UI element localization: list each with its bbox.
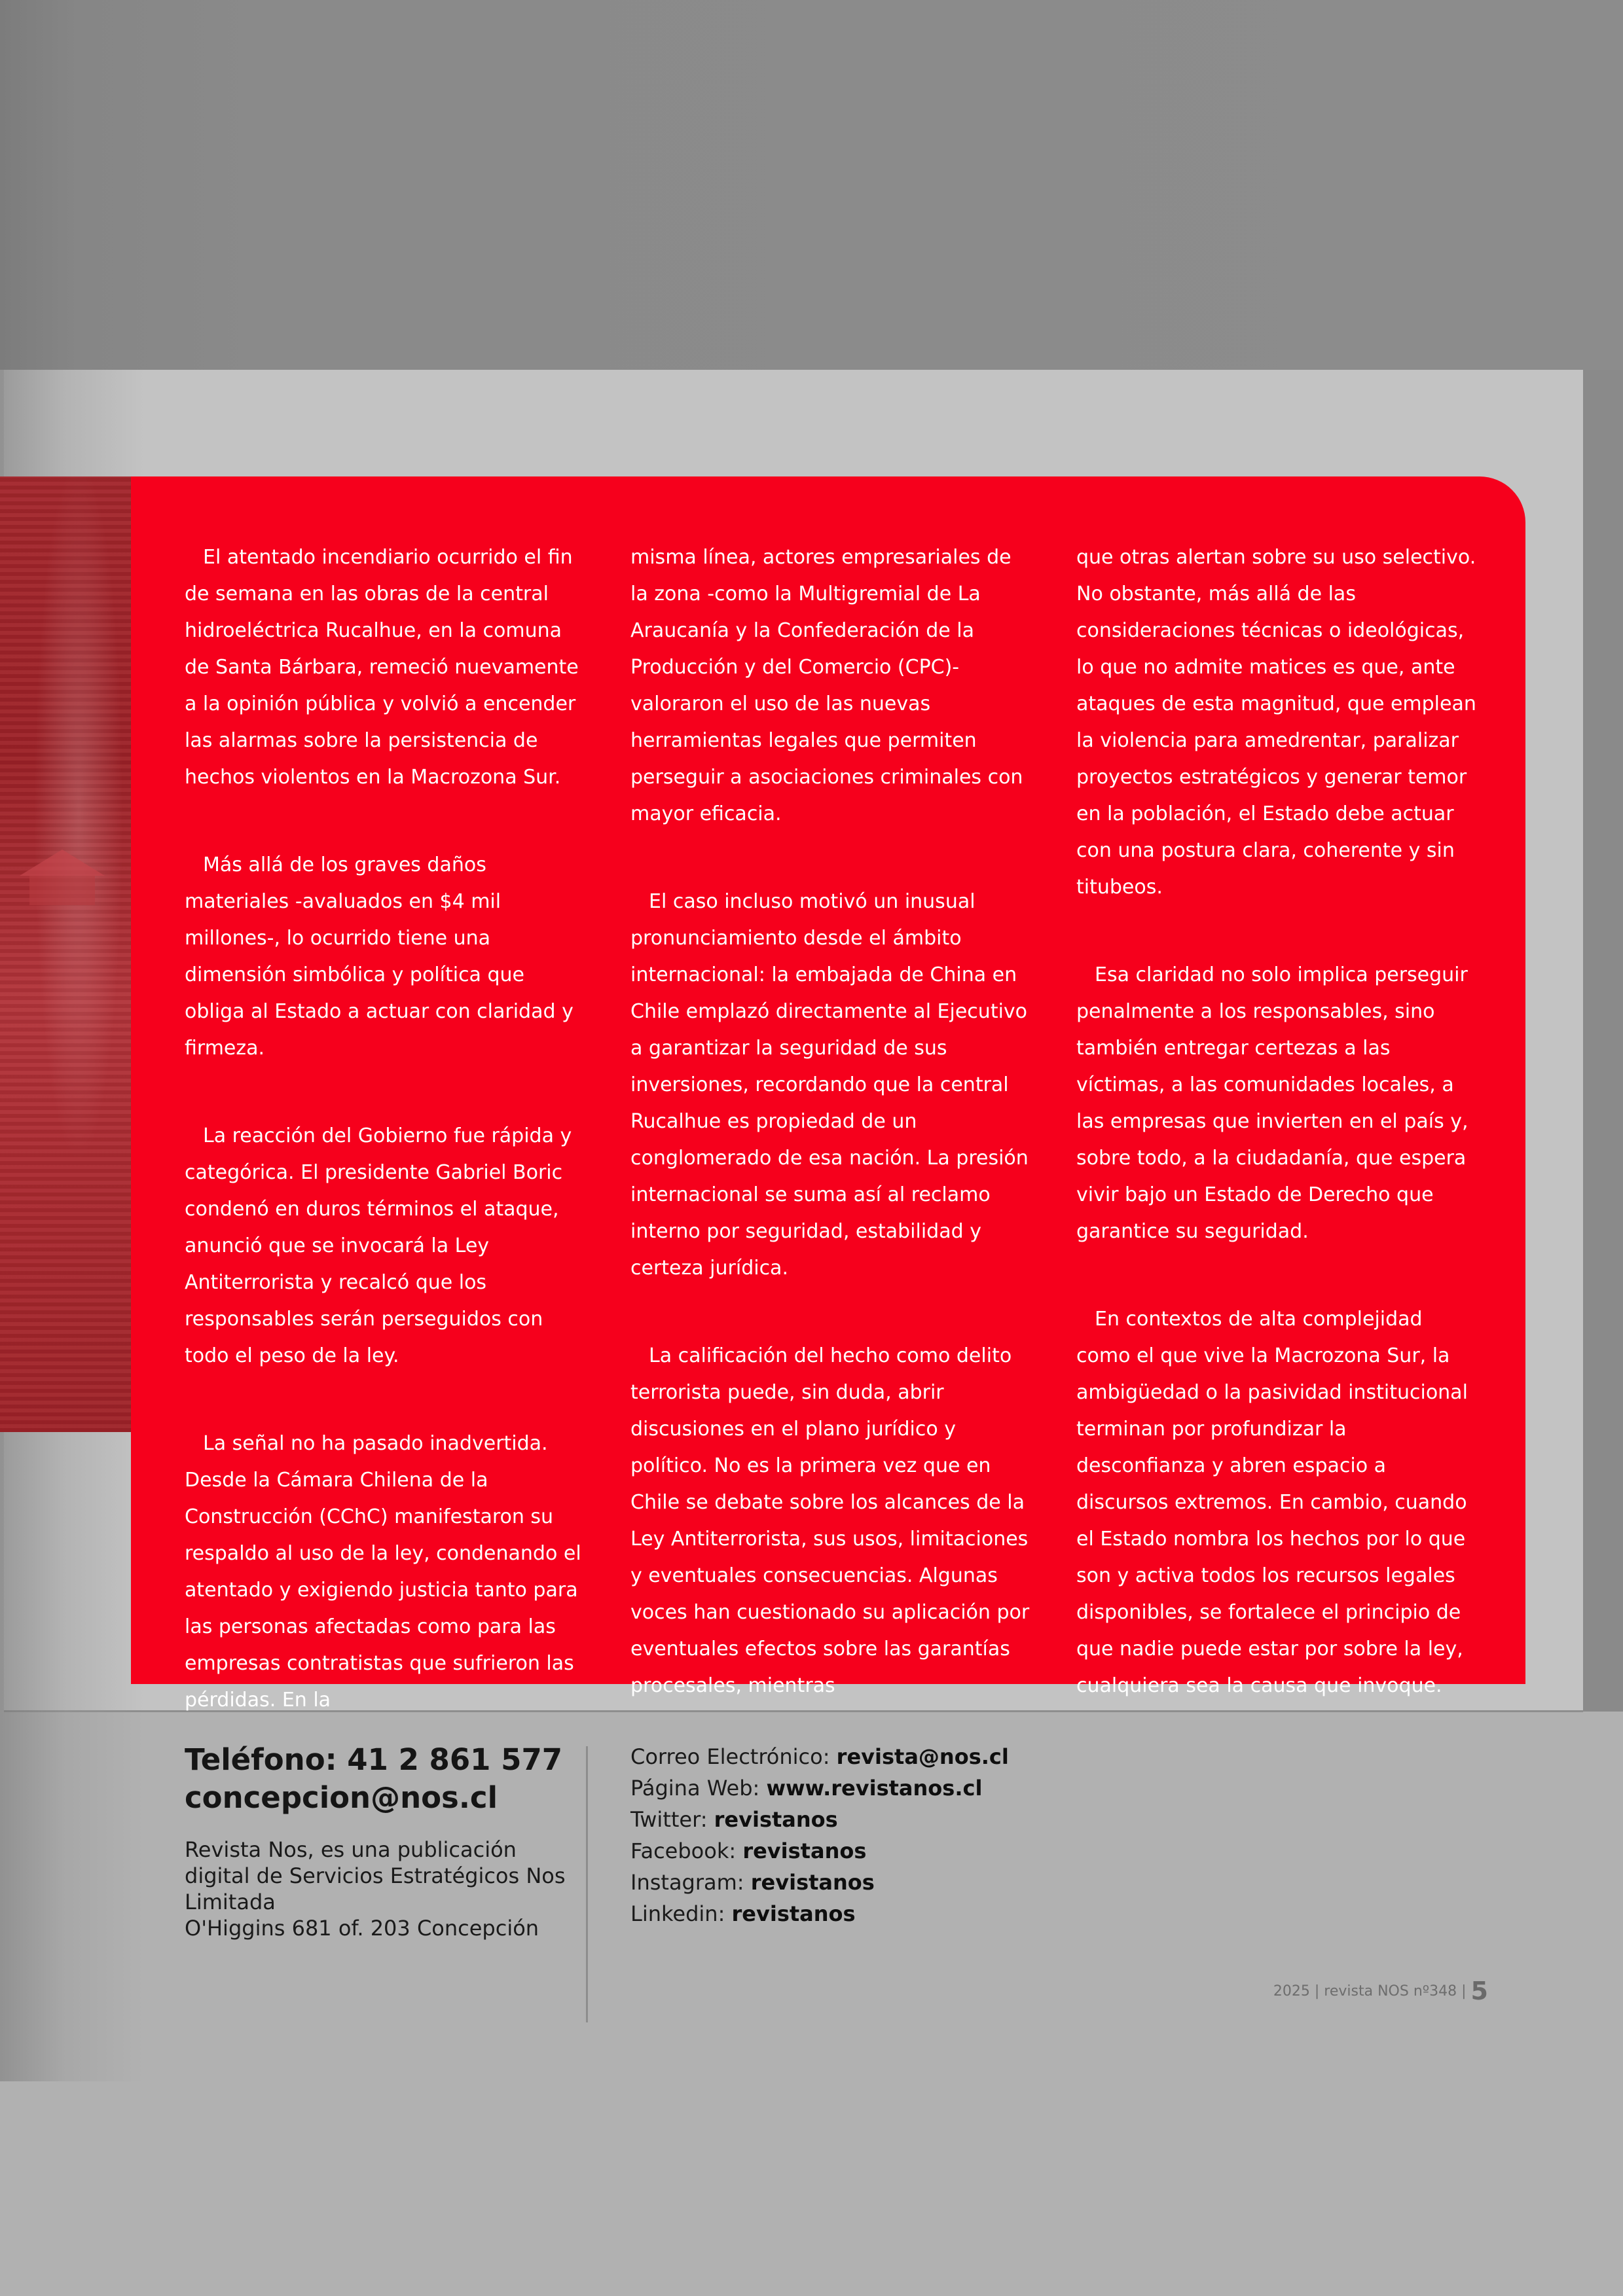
email-link-row: Correo Electrónico: revista@nos.cl <box>630 1744 1009 1769</box>
article-column-2 <box>630 539 1033 1755</box>
right-edge-strip <box>1583 370 1623 1712</box>
contact-links <box>630 1741 1009 1929</box>
publication-address: O'Higgins 681 of. 203 Concepción <box>185 1916 539 1941</box>
email-link[interactable]: revista@nos.cl <box>836 1744 1009 1769</box>
paragraph: que otras alertan sobre su uso selectivo. No obstante, más allá de las consideraciones técnicas o ideológicas, lo que no admite matices es que, ante ataques de esta magnitud, que emplean la violencia para amedrentar, paralizar proyectos estratégicos y generar temor en la población, el Estado debe actuar con una postura clara, coherente y sin titubeos. <box>1076 546 1476 899</box>
publication-description: Revista Nos, es una publicación digital de Servicios Estratégicos Nos Limitada <box>185 1837 566 1914</box>
article-panel <box>131 476 1525 1712</box>
background-photo-strip <box>0 476 131 1432</box>
paragraph: La calificación del hecho como delito terrorista puede, sin duda, abrir discusiones en el plano jurídico y político. No es la primera vez que en Chile se debate sobre los alcances de la Ley Antiterrorista, sus usos, limitaciones y eventuales consecuencias. Algunas voces han cuestionado su aplicación por eventuales efectos sobre las garantías procesales, mientras <box>630 1344 1030 1697</box>
paragraph: Más allá de los graves daños materiales -avaluados en $4 mil millones-, lo ocurrido tiene una dimensión simbólica y política que obliga al Estado a actuar con claridad y firmeza. <box>185 853 574 1060</box>
contact-email[interactable]: concepcion@nos.cl <box>185 1780 498 1815</box>
page-footer <box>1273 1977 1488 2005</box>
linkedin-link-row: Linkedin: revistanos <box>630 1901 856 1926</box>
twitter-link-row: Twitter: revistanos <box>630 1807 838 1832</box>
contact-block <box>185 1741 562 1817</box>
paragraph: misma línea, actores empresariales de la zona -como la Multigremial de La Araucanía y la Confederación de la Producción y del Comercio (CPC)- valoraron el uso de las nuevas herramientas legales que permiten perseguir a asociaciones criminales con mayor eficacia. <box>630 546 1023 825</box>
facebook-link[interactable]: revistanos <box>742 1839 867 1863</box>
issue-label: 2025 | revista NOS nº348 | <box>1273 1983 1467 2000</box>
phone-number: Teléfono: 41 2 861 577 <box>185 1742 563 1777</box>
website-link-row: Página Web: www.revistanos.cl <box>630 1776 983 1801</box>
article-column-3 <box>1076 539 1479 1755</box>
paragraph: El atentado incendiario ocurrido el fin de semana en las obras de la central hidroeléctrica Rucalhue, en la comuna de Santa Bárbara, remeció nuevamente a la opinión pública y volvió a encender las alarmas sobre la persistencia de hechos violentos en la Macrozona Sur. <box>185 546 579 789</box>
linkedin-link[interactable]: revistanos <box>731 1901 856 1926</box>
twitter-link[interactable]: revistanos <box>714 1807 838 1832</box>
paragraph: La señal no ha pasado inadvertida. Desde la Cámara Chilena de la Construcción (CChC) manifestaron su respaldo al uso de la ley, condenando el atentado y exigiendo justicia tanto para las personas afectadas como para las empresas contratistas que sufrieron las pérdidas. En la <box>185 1432 581 1712</box>
instagram-link-row: Instagram: revistanos <box>630 1870 875 1895</box>
top-gray-band <box>0 0 1623 370</box>
facebook-link-row: Facebook: revistanos <box>630 1839 867 1863</box>
publication-info <box>185 1837 577 1941</box>
page-number: 5 <box>1470 1977 1488 2005</box>
paragraph: En contextos de alta complejidad como el que vive la Macrozona Sur, la ambigüedad o la pasividad institucional terminan por profundizar la desconfianza y abren espacio a discursos extremos. En cambio, cuando el Estado nombra los hechos por lo que son y activa todos los recursos legales disponibles, se fortalece el principio de que nadie puede estar por sobre la ley, cualquiera sea la causa que invoque. <box>1076 1308 1468 1697</box>
cabin-illustration <box>13 843 111 908</box>
article-column-1 <box>185 539 587 1770</box>
paragraph: La reacción del Gobierno fue rápida y categórica. El presidente Gabriel Boric condenó en duros términos el ataque, anunció que se invocará la Ley Antiterrorista y recalcó que los responsables serán perseguidos con todo el peso de la ley. <box>185 1124 572 1367</box>
paragraph: Esa claridad no solo implica perseguir penalmente a los responsables, sino también entregar certezas a las víctimas, a las comunidades locales, a las empresas que invierten en el país y, sobre todo, a la ciudadanía, que espera vivir bajo un Estado de Derecho que garantice su seguridad. <box>1076 963 1468 1243</box>
footer-divider <box>586 1746 588 2022</box>
instagram-link[interactable]: revistanos <box>750 1870 875 1895</box>
paragraph: El caso incluso motivó un inusual pronunciamiento desde el ámbito internacional: la embajada de China en Chile emplazó directamente al Ejecutivo a garantizar la seguridad de sus inversiones, recordando que la central Rucalhue es propiedad de un conglomerado de esa nación. La presión internacional se suma así al reclamo interno por seguridad, estabilidad y certeza jurídica. <box>630 890 1029 1280</box>
website-link[interactable]: www.revistanos.cl <box>766 1776 983 1801</box>
